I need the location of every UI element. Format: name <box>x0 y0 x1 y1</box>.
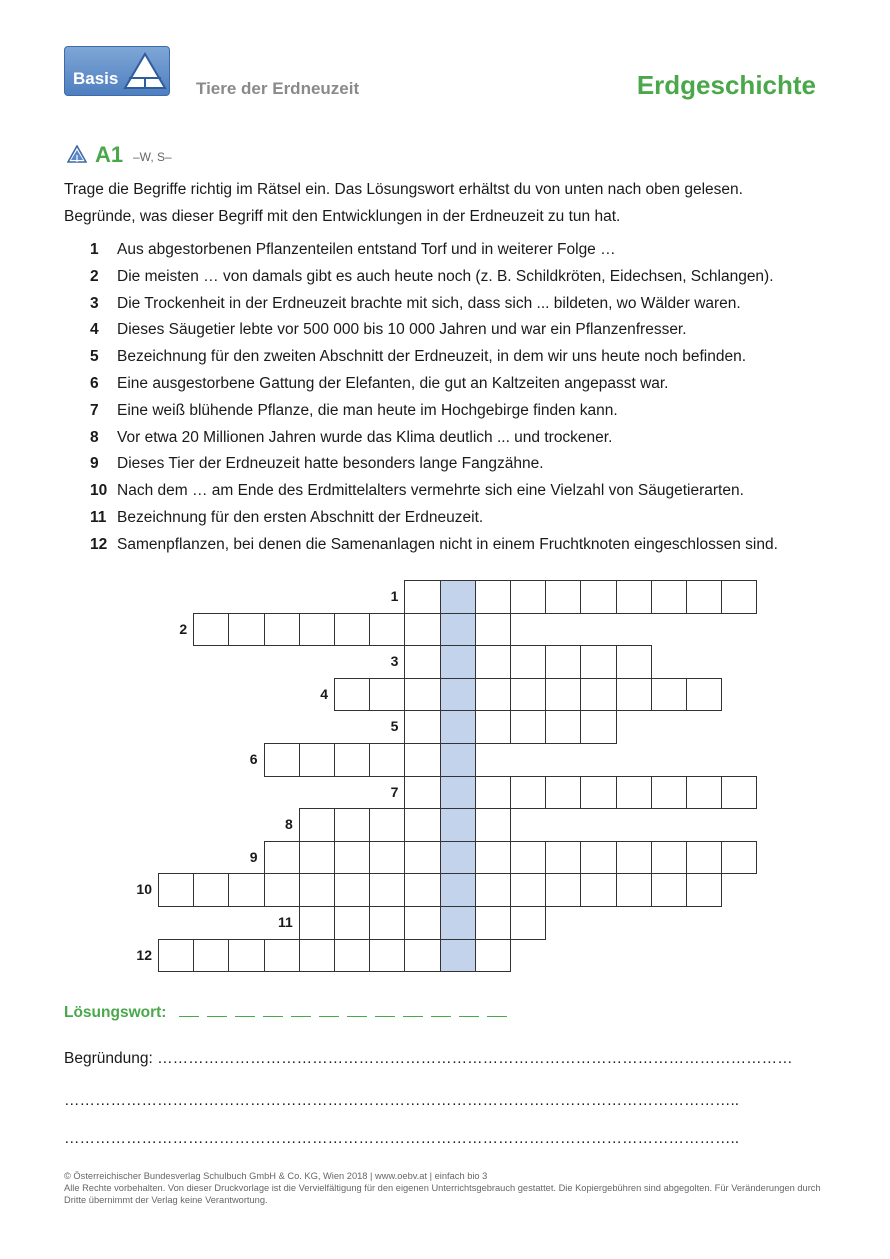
crossword-cell[interactable] <box>510 776 546 810</box>
crossword-cell[interactable] <box>580 841 616 875</box>
clue-text: Eine weiß blühende Pflanze, die man heute im Hochgebirge finden kann. <box>117 401 618 419</box>
task-instructions <box>64 176 834 230</box>
solution-cell[interactable] <box>440 906 476 940</box>
clue-number: 11 <box>90 508 107 526</box>
solution-cell[interactable] <box>440 841 476 875</box>
crossword-cell[interactable] <box>721 580 757 614</box>
clue-text: Aus abgestorbenen Pflanzenteilen entstand Torf und in weiterer Folge … <box>117 241 616 258</box>
clue-item <box>90 425 850 452</box>
solution-cell[interactable] <box>440 678 476 712</box>
crossword-cell[interactable] <box>369 939 405 973</box>
crossword-cell[interactable] <box>510 873 546 907</box>
clue-item <box>90 291 850 318</box>
crossword-cell[interactable] <box>545 710 581 744</box>
crossword-cell[interactable] <box>651 678 687 712</box>
crossword-cell[interactable] <box>545 873 581 907</box>
reason-label: Begründung: <box>64 1050 153 1067</box>
clue-item <box>90 344 850 371</box>
crossword-cell[interactable] <box>334 873 370 907</box>
crossword-cell[interactable] <box>545 678 581 712</box>
crossword-cell[interactable] <box>580 580 616 614</box>
crossword-cell[interactable] <box>404 841 440 875</box>
solution-letter-blank[interactable] <box>319 1002 339 1017</box>
crossword-cell[interactable] <box>616 841 652 875</box>
solution-letter-blank[interactable] <box>431 1002 451 1017</box>
clue-number: 4 <box>90 321 99 339</box>
crossword-cell[interactable] <box>545 776 581 810</box>
clue-text: Die meisten … von damals gibt es auch heute noch (z. B. Schildkröten, Eidechsen, Schlangen). <box>117 267 774 285</box>
solution-letter-blank[interactable] <box>347 1002 367 1017</box>
crossword-row-number: 1 <box>390 588 399 604</box>
crossword-row-number: 3 <box>390 653 399 670</box>
crossword-cell[interactable] <box>404 776 440 810</box>
crossword-cell[interactable] <box>299 808 335 842</box>
crossword-cell[interactable] <box>651 776 687 810</box>
crossword-cell[interactable] <box>475 776 511 810</box>
crossword-cell[interactable] <box>299 613 335 647</box>
crossword-row-number: 2 <box>179 620 188 637</box>
crossword-cell[interactable] <box>334 939 370 973</box>
topic-title: Erdgeschichte <box>636 70 816 100</box>
crossword-cell[interactable] <box>686 776 722 810</box>
crossword-cell[interactable] <box>651 841 687 875</box>
crossword-cell[interactable] <box>404 743 440 777</box>
crossword-cell[interactable] <box>475 906 511 940</box>
solution-letter-blank[interactable] <box>459 1002 479 1017</box>
clue-number: 1 <box>90 241 99 258</box>
solution-label: Lösungswort: <box>64 1004 167 1021</box>
clue-text: Dieses Tier der Erdneuzeit hatte besonders lange Fangzähne. <box>117 455 544 473</box>
crossword-cell[interactable] <box>404 710 440 744</box>
clue-item <box>90 371 850 398</box>
level-triangle-icon <box>67 145 87 163</box>
instruction-line: Trage die Begriffe richtig im Rätsel ein. Das Lösungswort erhältst du von unten nach oben gelesen. <box>64 181 743 198</box>
crossword-cell[interactable] <box>475 580 511 614</box>
crossword-cell[interactable] <box>616 873 652 907</box>
task-meta: –W, S– <box>133 150 172 164</box>
crossword-cell[interactable] <box>369 613 405 647</box>
solution-cell[interactable] <box>440 873 476 907</box>
crossword-cell[interactable] <box>580 678 616 712</box>
reason-line[interactable] <box>64 1050 814 1068</box>
solution-cell[interactable] <box>440 776 476 810</box>
crossword-cell[interactable] <box>193 873 229 907</box>
crossword-cell[interactable] <box>580 710 616 744</box>
crossword-cell[interactable] <box>510 645 546 679</box>
crossword-cell[interactable] <box>545 841 581 875</box>
crossword-cell[interactable] <box>721 841 757 875</box>
crossword-cell[interactable] <box>264 743 300 777</box>
clue-text: Nach dem … am Ende des Erdmittelalters vermehrte sich eine Vielzahl von Säugetierarten. <box>117 482 744 500</box>
crossword-cell[interactable] <box>510 841 546 875</box>
clue-item <box>90 532 850 559</box>
crossword-cell[interactable] <box>580 776 616 810</box>
crossword-row-number: 7 <box>390 783 399 800</box>
clue-number: 6 <box>90 374 99 392</box>
crossword-cell[interactable] <box>510 678 546 712</box>
crossword-cell[interactable] <box>686 580 722 614</box>
crossword-cell[interactable] <box>404 939 440 973</box>
crossword-cell[interactable] <box>510 906 546 940</box>
clue-list <box>90 237 850 559</box>
crossword-cell[interactable] <box>264 841 300 875</box>
worksheet-subtitle: Tiere der Erdneuzeit <box>196 79 360 98</box>
solution-cell[interactable] <box>440 939 476 973</box>
crossword-cell[interactable] <box>158 939 194 973</box>
crossword-row-number: 8 <box>285 816 293 833</box>
crossword-cell[interactable] <box>686 873 722 907</box>
crossword-cell[interactable] <box>264 613 300 647</box>
crossword-cell[interactable] <box>404 580 440 614</box>
solution-letter-blank[interactable] <box>235 1002 255 1017</box>
copyright-footer <box>64 1170 824 1206</box>
crossword-cell[interactable] <box>404 678 440 712</box>
crossword-cell[interactable] <box>193 939 229 973</box>
clue-item <box>90 317 850 344</box>
clue-item <box>90 398 850 425</box>
logo-text: Basis <box>73 69 119 88</box>
crossword-cell[interactable] <box>334 613 370 647</box>
crossword-cell[interactable] <box>616 678 652 712</box>
clue-text: Dieses Säugetier lebte vor 500 000 bis 10 000 Jahren und war ein Pflanzenfresser. <box>117 321 687 339</box>
crossword-cell[interactable] <box>404 613 440 647</box>
crossword-cell[interactable] <box>158 873 194 907</box>
crossword-cell[interactable] <box>299 939 335 973</box>
clue-text: Samenpflanzen, bei denen die Samenanlagen nicht in einem Fruchtknoten eingeschlossen sind. <box>117 535 778 553</box>
crossword-row-number: 6 <box>249 751 258 767</box>
triangle-logo-icon <box>123 52 167 90</box>
clue-number: 12 <box>90 535 108 553</box>
solution-blanks <box>179 1004 515 1021</box>
crossword-cell[interactable] <box>616 776 652 810</box>
crossword-cell[interactable] <box>651 580 687 614</box>
clue-number: 10 <box>90 482 108 500</box>
crossword-cell[interactable] <box>334 808 370 842</box>
crossword-cell[interactable] <box>510 710 546 744</box>
footer-line: © Österreichischer Bundesverlag Schulbuch GmbH & Co. KG, Wien 2018 | www.oebv.at | einfach bio 3 <box>64 1171 488 1181</box>
clue-number: 3 <box>90 294 99 312</box>
clue-text: Eine ausgestorbene Gattung der Elefanten, die gut an Kaltzeiten angepasst war. <box>117 374 669 392</box>
clue-text: Die Trockenheit in der Erdneuzeit brachte mit sich, dass sich ... bildeten, wo Wälder waren. <box>117 294 741 312</box>
crossword-cell[interactable] <box>264 939 300 973</box>
crossword-cell[interactable] <box>475 873 511 907</box>
clue-text: Bezeichnung für den ersten Abschnitt der Erdneuzeit. <box>117 508 484 526</box>
footer-line: Alle Rechte vorbehalten. Von dieser Druckvorlage ist die Vervielfältigung für den eigenen Unterrichtsgebrauch gestattet. Die Kopiergebühren sind abgegolten. Für Veränderungen durch Dritte übernimmt der Verlag keine Verantwortung. <box>64 1183 821 1205</box>
solution-cell[interactable] <box>440 743 476 777</box>
crossword-cell[interactable] <box>299 743 335 777</box>
crossword-cell[interactable] <box>651 873 687 907</box>
clue-number: 7 <box>90 401 99 419</box>
crossword-cell[interactable] <box>299 873 335 907</box>
crossword-cell[interactable] <box>334 743 370 777</box>
clue-item <box>90 478 850 505</box>
solution-cell[interactable] <box>440 645 476 679</box>
crossword-row-number: 9 <box>249 848 258 865</box>
crossword-cell[interactable] <box>475 939 511 973</box>
crossword-row-number: 5 <box>390 718 399 735</box>
crossword-cell[interactable] <box>369 743 405 777</box>
task-id: A1 <box>95 142 124 167</box>
crossword-cell[interactable] <box>475 678 511 712</box>
crossword-cell[interactable] <box>404 645 440 679</box>
crossword-cell[interactable] <box>299 841 335 875</box>
crossword-cell[interactable] <box>228 873 264 907</box>
crossword-cell[interactable] <box>510 580 546 614</box>
crossword-cell[interactable] <box>686 678 722 712</box>
clue-item <box>90 264 850 291</box>
solution-letter-blank[interactable] <box>179 1002 199 1017</box>
crossword-row-number: 4 <box>320 685 328 702</box>
crossword-cell[interactable] <box>228 939 264 973</box>
solution-cell[interactable] <box>440 613 476 647</box>
crossword-row-number: 11 <box>277 914 293 930</box>
reason-dots: …………………………………………………………………………………………………………… <box>157 1050 793 1067</box>
clue-item <box>90 451 850 478</box>
solution-cell[interactable] <box>440 808 476 842</box>
crossword-cell[interactable] <box>404 808 440 842</box>
crossword-row-number: 12 <box>136 946 152 963</box>
reason-line[interactable]: ………………………………………………………………………………………………………………….. <box>64 1092 740 1109</box>
crossword-cell[interactable] <box>580 645 616 679</box>
solution-letter-blank[interactable] <box>263 1002 283 1017</box>
crossword-cell[interactable] <box>404 906 440 940</box>
crossword-cell[interactable] <box>334 678 370 712</box>
crossword-cell[interactable] <box>299 906 335 940</box>
clue-text: Bezeichnung für den zweiten Abschnitt der Erdneuzeit, in dem wir uns heute noch befinden. <box>117 348 747 366</box>
crossword-row-number: 10 <box>136 881 152 898</box>
solution-cell[interactable] <box>440 580 476 614</box>
crossword-cell[interactable] <box>545 580 581 614</box>
crossword-cell[interactable] <box>475 645 511 679</box>
reason-line[interactable]: ………………………………………………………………………………………………………………….. <box>64 1130 740 1147</box>
basis-logo <box>64 46 170 96</box>
crossword-cell[interactable] <box>721 776 757 810</box>
clue-item <box>90 505 850 532</box>
clue-item <box>90 237 850 264</box>
clue-number: 2 <box>90 267 99 285</box>
clue-number: 8 <box>90 428 99 446</box>
crossword-cell[interactable] <box>369 873 405 907</box>
solution-cell[interactable] <box>440 710 476 744</box>
crossword-cell[interactable] <box>264 873 300 907</box>
crossword-cell[interactable] <box>369 906 405 940</box>
solution-word-line <box>64 1002 515 1022</box>
crossword-cell[interactable] <box>616 580 652 614</box>
crossword-cell[interactable] <box>686 841 722 875</box>
solution-letter-blank[interactable] <box>487 1002 507 1017</box>
clue-number: 5 <box>90 348 99 366</box>
crossword-cell[interactable] <box>369 841 405 875</box>
crossword-cell[interactable] <box>475 841 511 875</box>
crossword-cell[interactable] <box>228 613 264 647</box>
solution-letter-blank[interactable] <box>403 1002 423 1017</box>
crossword-cell[interactable] <box>616 645 652 679</box>
instruction-line: Begründe, was dieser Begriff mit den Entwicklungen in der Erdneuzeit zu tun hat. <box>64 208 621 225</box>
crossword-cell[interactable] <box>475 808 511 842</box>
crossword-cell[interactable] <box>334 906 370 940</box>
solution-letter-blank[interactable] <box>291 1002 311 1017</box>
crossword-cell[interactable] <box>545 645 581 679</box>
clue-text: Vor etwa 20 Millionen Jahren wurde das Klima deutlich ... und trockener. <box>117 428 613 446</box>
solution-letter-blank[interactable] <box>207 1002 227 1017</box>
crossword-cell[interactable] <box>334 841 370 875</box>
crossword-cell[interactable] <box>404 873 440 907</box>
crossword-cell[interactable] <box>369 678 405 712</box>
crossword-cell[interactable] <box>475 710 511 744</box>
clue-number: 9 <box>90 455 99 473</box>
crossword-cell[interactable] <box>475 613 511 647</box>
crossword-cell[interactable] <box>580 873 616 907</box>
crossword-cell[interactable] <box>193 613 229 647</box>
crossword-cell[interactable] <box>369 808 405 842</box>
solution-letter-blank[interactable] <box>375 1002 395 1017</box>
